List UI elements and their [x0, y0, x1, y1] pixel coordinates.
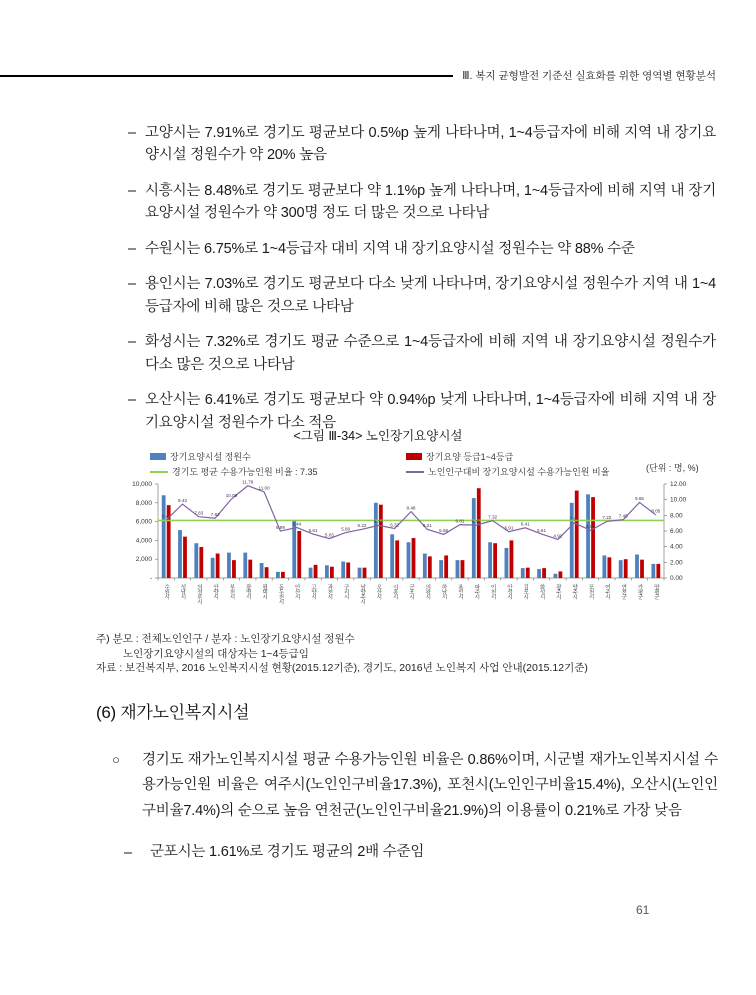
header-rule	[0, 75, 453, 77]
green-line-swatch-icon	[150, 471, 168, 473]
svg-text:5.99: 5.99	[275, 524, 285, 530]
svg-text:이천시: 이천시	[489, 584, 496, 600]
legend-label: 장기요양시설 정원수	[170, 452, 251, 462]
svg-text:7.83: 7.83	[194, 510, 204, 516]
section-bullet-text: 경기도 재가노인복지시설 평균 수용가능인원 비율은 0.86%이며, 시군별 재가노인복지시설 수용가능인원 비율은 여주시(노인인구비율17.3%), 포천시(노인인구비율15.4%), 오산시(노인인구비율7.4%)의 순으로 높음 연천군(노인인구비율21.9%)의 이용률이 0.21%로 가장 낮음	[142, 752, 718, 819]
legend-label: 장기요양 등급1~4등급	[426, 452, 514, 462]
source-line: 자료 : 보건복지부, 2016 노인복지시설 현황(2015.12기준), 경기도, 2016년 노인복지 사업 안내(2015.12기준)	[96, 662, 588, 675]
section-bullet-item	[112, 840, 718, 866]
page-header	[0, 68, 716, 83]
blue-bar-swatch-icon	[150, 453, 166, 460]
svg-text:화성시: 화성시	[538, 584, 545, 600]
bullet-marker: –	[128, 334, 137, 351]
bullet-text: 용인시는 7.03%로 경기도 평균보다 다소 낮게 나타나며, 장기요양시설 정원수가 지역 내 1~4등급자에 비해 많은 것으로 나타남	[145, 276, 716, 315]
bullet-marker: –	[128, 240, 137, 257]
svg-text:수원시: 수원시	[163, 584, 170, 600]
svg-text:하남시: 하남시	[440, 584, 447, 600]
svg-text:5.61: 5.61	[308, 527, 318, 533]
legend-column	[406, 450, 644, 478]
chart-unit-label: (단위 : 명, %)	[646, 463, 699, 473]
bullet-item	[128, 273, 716, 318]
svg-text:6.81: 6.81	[455, 518, 465, 524]
svg-text:4,000: 4,000	[135, 537, 152, 545]
svg-text:9.65: 9.65	[635, 496, 644, 502]
legend-item-blue-bar	[150, 450, 406, 463]
bullet-text: 화성시는 7.32%로 경기도 평균 수준으로 1~4등급자에 비해 지역 내 장기요양시설 정원수가 다소 많은 것으로 나타남	[145, 334, 716, 373]
svg-text:광주시: 광주시	[554, 584, 561, 600]
bullet-text: 시흥시는 8.48%로 경기도 평균보다 약 1.1%p 높게 나타나며, 1~4등급자에 비해 지역 내 장기요양시설 정원수가 약 300명 정도 더 많은 것으로 나타남	[145, 182, 717, 222]
svg-text:7.45: 7.45	[618, 513, 628, 519]
legend-item-purple-line	[406, 465, 644, 478]
svg-text:구리시: 구리시	[342, 584, 349, 600]
svg-text:6.22: 6.22	[357, 523, 367, 529]
svg-text:0.00: 0.00	[670, 575, 683, 582]
svg-text:10,000: 10,000	[132, 481, 152, 488]
legend-item-red-bar	[406, 450, 644, 463]
red-bar-swatch-icon	[406, 453, 422, 460]
legend-label: 노인인구대비 장기요양시설 수용가능인원 비율	[428, 467, 610, 477]
svg-text:6.09: 6.09	[586, 524, 596, 530]
svg-text:용인시: 용인시	[456, 584, 463, 600]
svg-text:7.63: 7.63	[210, 512, 220, 518]
legend-item-green-line	[150, 465, 406, 478]
svg-text:7.03: 7.03	[569, 516, 579, 522]
svg-text:10.00: 10.00	[670, 496, 687, 504]
svg-text:의정부시: 의정부시	[195, 584, 202, 605]
svg-text:남양주시: 남양주시	[359, 584, 366, 605]
bullet-text: 수원시는 6.75%로 1~4등급자 대비 지역 내 장기요양시설 정원수는 약 88% 수준	[145, 240, 635, 257]
svg-text:2.00: 2.00	[670, 559, 683, 567]
ratio-line	[166, 486, 656, 540]
bullet-marker: –	[128, 182, 137, 199]
bullet-text: 오산시는 6.41%로 경기도 평균보다 약 0.94%p 낮게 나타나며, 1~4등급자에 비해 지역 내 장기요양시설 정원수가 다소 적음	[145, 392, 716, 431]
svg-text:6.00: 6.00	[670, 528, 683, 535]
svg-text:의왕시: 의왕시	[424, 584, 431, 600]
section-bullet-text: 군포시는 1.61%로 경기도 평균의 2배 수준임	[150, 844, 425, 861]
bullet-marker: –	[128, 125, 137, 141]
svg-text:시흥시: 시흥시	[391, 584, 398, 600]
legend-column	[150, 450, 406, 478]
svg-text:광명시: 광명시	[244, 584, 251, 600]
svg-text:오산시: 오산시	[375, 584, 382, 600]
section-bullet-item	[112, 748, 718, 824]
header-title: Ⅲ. 복지 균형발전 기준선 실효화를 위한 영역별 현황분석	[462, 70, 716, 82]
chart-block	[108, 450, 724, 635]
bullet-marker: –	[128, 392, 137, 409]
ratio-line-labels	[162, 480, 661, 539]
svg-text:김포시: 김포시	[522, 584, 529, 600]
svg-text:6.44: 6.44	[292, 521, 302, 527]
bullet-item	[128, 238, 716, 260]
svg-text:-: -	[149, 575, 152, 582]
svg-text:파주시: 파주시	[473, 584, 480, 600]
svg-text:11.00: 11.00	[258, 485, 270, 491]
svg-text:11.78: 11.78	[242, 479, 254, 485]
bullet-text: 고양시는 7.91%로 경기도 평균보다 0.5%p 높게 나타나며, 1~4등급자에 비해 지역 내 장기요양시설 정원수가 약 20% 높음	[145, 125, 716, 164]
figure-caption: <그림 Ⅲ-34> 노인장기요양시설	[293, 429, 463, 443]
svg-text:평택시: 평택시	[261, 584, 268, 600]
bullet-item	[128, 122, 716, 167]
purple-line-swatch-icon	[406, 471, 424, 473]
svg-text:8.48: 8.48	[406, 505, 416, 511]
svg-text:안양시: 안양시	[212, 584, 219, 600]
svg-text:가평군: 가평군	[636, 584, 643, 600]
svg-text:양평군: 양평군	[652, 584, 659, 600]
chart-legend	[150, 450, 724, 478]
svg-text:4.92: 4.92	[553, 533, 563, 539]
svg-text:6.32: 6.32	[390, 522, 400, 528]
svg-text:5.61: 5.61	[537, 527, 547, 533]
svg-text:5.80: 5.80	[341, 526, 351, 532]
svg-text:4.00: 4.00	[670, 543, 683, 551]
svg-text:7.22: 7.22	[602, 515, 612, 521]
svg-text:포천시: 포천시	[587, 584, 594, 600]
page-number: 61	[636, 903, 650, 917]
svg-text:6.75: 6.75	[471, 518, 481, 524]
bullet-item	[128, 331, 716, 376]
bullet-list	[128, 122, 716, 447]
svg-text:성남시: 성남시	[179, 584, 186, 600]
svg-text:안산시: 안산시	[293, 584, 300, 600]
section-heading: (6) 재가노인복지시설	[96, 703, 250, 722]
svg-text:12.00: 12.00	[670, 481, 687, 488]
svg-text:연천군: 연천군	[620, 584, 627, 600]
svg-text:5.03: 5.03	[324, 532, 334, 538]
svg-text:8.05: 8.05	[651, 508, 661, 514]
svg-text:10.08: 10.08	[225, 492, 238, 498]
combo-chart	[108, 478, 724, 630]
svg-text:5.91: 5.91	[504, 525, 514, 531]
svg-text:2,000: 2,000	[135, 556, 152, 564]
svg-text:6,000: 6,000	[135, 518, 152, 526]
svg-text:과천시: 과천시	[326, 584, 333, 600]
x-axis-labels	[163, 583, 659, 605]
bullet-item	[128, 180, 716, 225]
chart-bars	[162, 485, 660, 578]
note-line: 노인장기요양시설의 대상자는 1~4등급임	[123, 647, 309, 660]
svg-text:6.72: 6.72	[373, 519, 383, 525]
svg-text:7.41: 7.41	[161, 513, 171, 519]
svg-text:8,000: 8,000	[135, 499, 152, 507]
svg-text:동두천시: 동두천시	[277, 584, 284, 605]
dash-bullet-marker: –	[124, 845, 133, 862]
svg-text:7.32: 7.32	[488, 514, 498, 520]
svg-text:6.41: 6.41	[520, 521, 530, 527]
svg-text:8.00: 8.00	[670, 512, 683, 520]
svg-text:9.43: 9.43	[178, 497, 187, 503]
svg-text:6.21: 6.21	[422, 523, 432, 529]
svg-text:부천시: 부천시	[228, 584, 235, 600]
svg-text:여주시: 여주시	[603, 584, 610, 600]
note-line: 주) 분모 : 전체노인인구 / 분자 : 노인장기요양시설 정원수	[96, 633, 355, 645]
svg-text:안성시: 안성시	[505, 584, 512, 600]
svg-text:고양시: 고양시	[310, 584, 317, 600]
circle-bullet-marker: ○	[112, 752, 120, 767]
svg-text:5.56: 5.56	[439, 528, 449, 534]
legend-label: 경기도 평균 수용가능인원 비율 : 7.35	[172, 467, 318, 477]
bullet-marker: –	[128, 276, 137, 293]
svg-text:양주시: 양주시	[571, 584, 578, 600]
section-bullet-list	[112, 748, 718, 883]
chart-notes	[96, 632, 724, 676]
svg-text:군포시: 군포시	[408, 584, 414, 600]
